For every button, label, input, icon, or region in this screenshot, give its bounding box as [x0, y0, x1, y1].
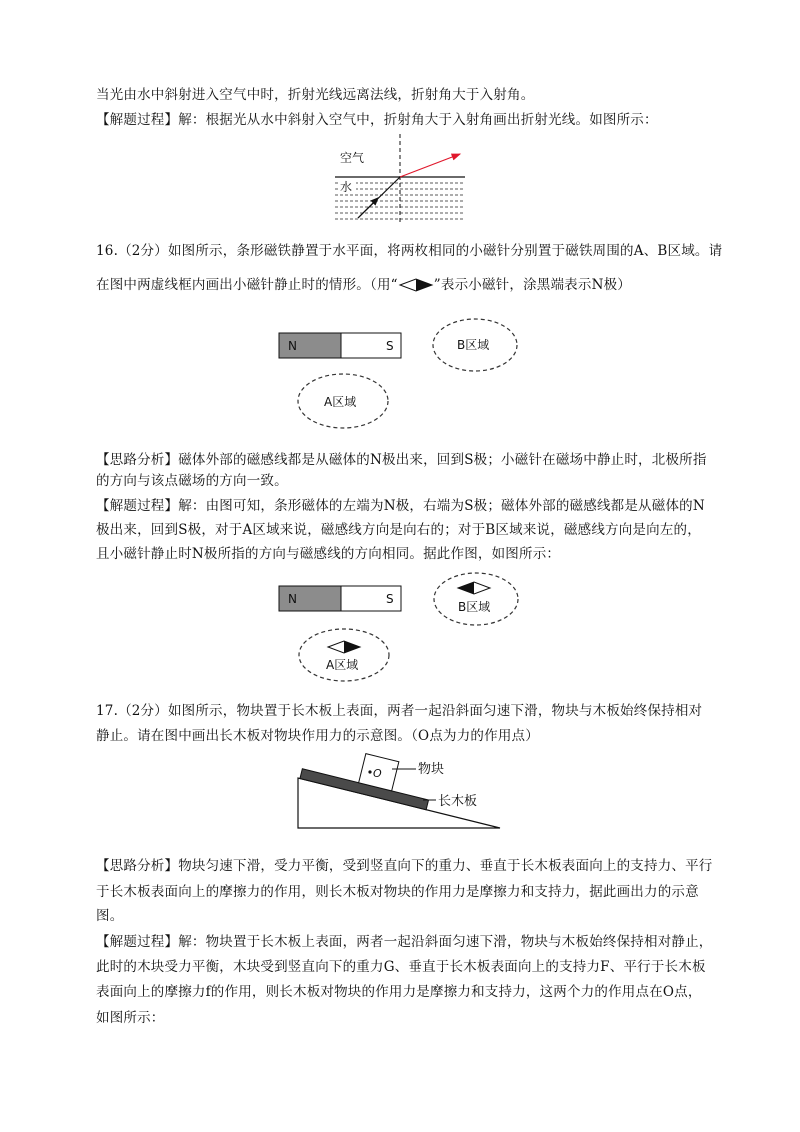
- text-line: 16.（2分）如图所示，条形磁铁静置于水平面，将两枚相同的小磁针分别置于磁铁周围的A、B区域。请: [96, 243, 723, 259]
- compass-needle-icon: [398, 278, 434, 292]
- label-block: 物块: [418, 762, 445, 777]
- text-line: 【思路分析】物块匀速下滑，受力平衡，受到竖直向下的重力、垂直于长木板表面向上的支持力、平行: [96, 858, 713, 874]
- region-a-label: A区域: [324, 395, 357, 409]
- text-line: 【思路分析】磁体外部的磁感线都是从磁体的N极出来，回到S极；小磁针在磁场中静止时，北极所指: [96, 452, 707, 468]
- refracted-ray: [400, 154, 460, 177]
- incline-figure: [290, 748, 510, 832]
- text-line: 【解题过程】解：由图可知，条形磁体的左端为N极，右端为S极；磁体外部的磁感线都是从磁体的N: [96, 498, 705, 514]
- text-line: 于长木板表面向上的摩擦力的作用，则长木板对物块的作用力是摩擦力和支持力，据此画出力的示意: [96, 884, 699, 900]
- text-line: 且小磁针静止时N极所指的方向与磁感线的方向相同。据此作图，如图所示：: [96, 546, 561, 562]
- refraction-figure: [330, 132, 470, 224]
- magnet-n-label: N: [288, 339, 297, 353]
- magnet-n-label: N: [288, 592, 297, 606]
- text-line: 此时的木块受力平衡，木块受到竖直向下的重力G、垂直于长木板表面向上的支持力F、平行于长木板: [96, 959, 706, 975]
- magnet-s-label: S: [386, 339, 394, 353]
- text-line: 图。: [96, 908, 124, 924]
- magnet-s-label: S: [386, 592, 394, 606]
- compass-needle-a-icon: [328, 641, 360, 653]
- text-segment: ”表示小磁针，涂黑端表示N极）: [433, 277, 631, 293]
- compass-needle-b-icon: [458, 582, 490, 594]
- magnet-figure-answer: [270, 572, 540, 682]
- text-line: 静止。请在图中画出长木板对物块作用力的示意图。（O点为力的作用点）: [96, 728, 539, 744]
- text-line: 表面向上的摩擦力f的作用，则长木板对物块的作用力是摩擦力和支持力，这两个力的作用点在O点，: [96, 984, 702, 1000]
- text-line: [96, 276, 631, 294]
- text-line: 极出来，回到S极，对于A区域来说，磁感线方向是向右的；对于B区域来说，磁感线方向是向左的，: [96, 522, 701, 538]
- text-line: 17.（2分）如图所示，物块置于长木板上表面，两者一起沿斜面匀速下滑，物块与木板始终保持相对: [96, 703, 703, 719]
- magnet-figure-question: [270, 310, 540, 435]
- text-line: 【解题过程】解：根据光从水中斜射入空气中，折射角大于入射角画出折射光线。如图所示：: [96, 112, 658, 128]
- region-b: [434, 573, 518, 625]
- text-line: 如图所示：: [96, 1010, 165, 1026]
- label-water: 水: [340, 180, 353, 194]
- label-air: 空气: [340, 151, 365, 165]
- text-line: 【解题过程】解：物块置于长木板上表面，两者一起沿斜面匀速下滑，物块与木板始终保持相对静止，: [96, 934, 713, 950]
- label-board: 长木板: [438, 794, 478, 809]
- text-line: 当光由水中斜射进入空气中时，折射光线远离法线，折射角大于入射角。: [96, 87, 535, 103]
- point-o-label: O: [373, 767, 382, 780]
- text-line: 的方向与该点磁场的方向一致。: [96, 473, 288, 489]
- point-o: [368, 770, 371, 773]
- incident-ray: [358, 177, 400, 218]
- region-a-label: A区域: [326, 658, 359, 672]
- text-segment: 在图中两虚线框内画出小磁针静止时的情形。（用“: [96, 277, 398, 293]
- region-a: [299, 629, 389, 681]
- region-b-label: B区域: [457, 338, 490, 352]
- region-b-label: B区域: [458, 600, 491, 614]
